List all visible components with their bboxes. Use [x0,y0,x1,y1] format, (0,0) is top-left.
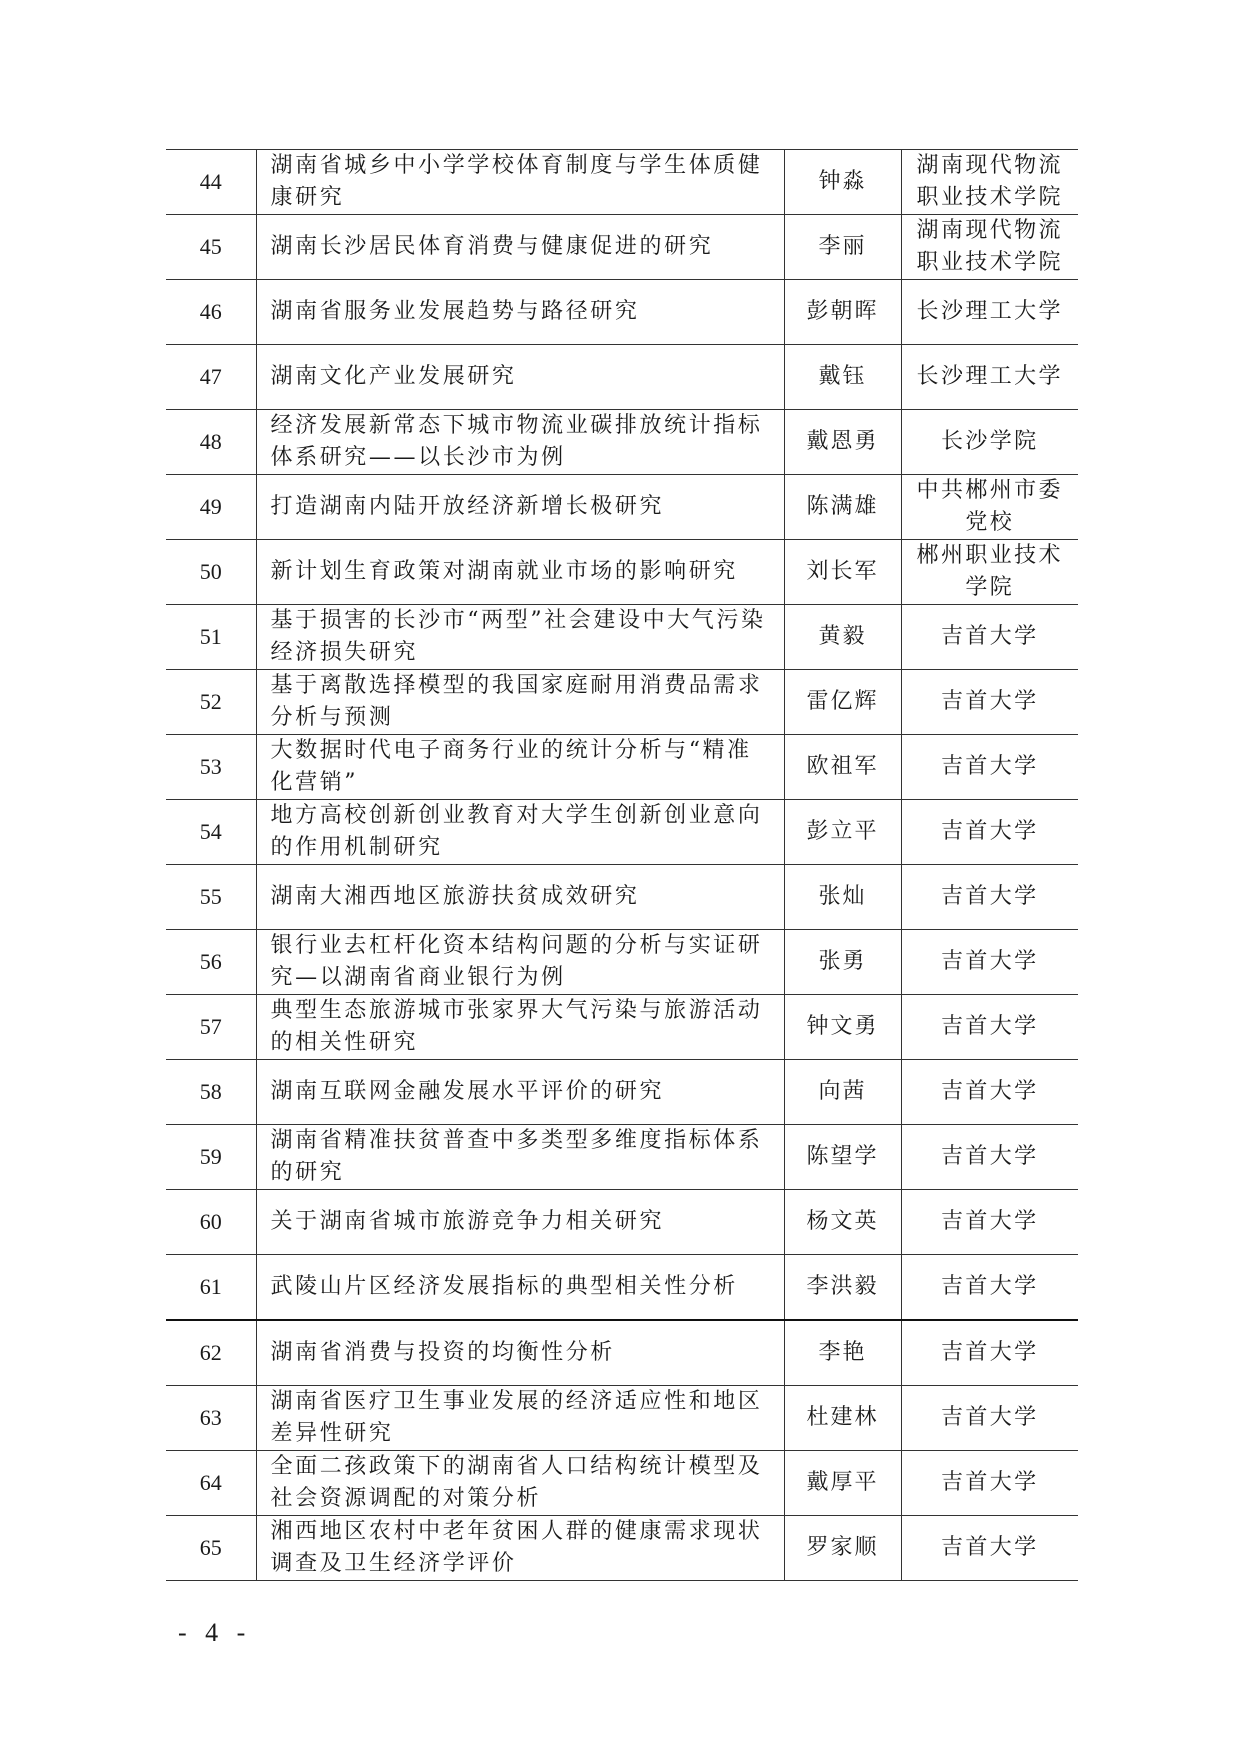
table-row [166,410,1078,475]
project-title: 经济发展新常态下城市物流业碳排放统计指标体系研究——以长沙市为例 [256,410,784,475]
project-leader: 黄毅 [784,605,901,670]
project-title: 基于离散选择模型的我国家庭耐用消费品需求分析与预测 [256,670,784,735]
project-leader: 戴恩勇 [784,410,901,475]
project-title: 湖南大湘西地区旅游扶贫成效研究 [256,865,784,930]
project-list-table [166,149,1078,1581]
table-row [166,1255,1078,1321]
row-number: 50 [166,540,256,605]
project-title: 银行业去杠杆化资本结构问题的分析与实证研究—以湖南省商业银行为例 [256,930,784,995]
project-title: 湖南长沙居民体育消费与健康促进的研究 [256,215,784,280]
row-number: 65 [166,1516,256,1581]
table-row [166,1386,1078,1451]
project-leader: 彭立平 [784,800,901,865]
table-row [166,865,1078,930]
institution: 吉首大学 [901,670,1078,735]
project-title: 武陵山片区经济发展指标的典型相关性分析 [256,1255,784,1321]
institution: 吉首大学 [901,1451,1078,1516]
row-number: 57 [166,995,256,1060]
institution: 吉首大学 [901,930,1078,995]
table-row [166,475,1078,540]
institution: 吉首大学 [901,1320,1078,1386]
institution: 吉首大学 [901,1516,1078,1581]
table-row [166,930,1078,995]
project-leader: 刘长军 [784,540,901,605]
project-leader: 李艳 [784,1320,901,1386]
table-row [166,280,1078,345]
table-row [166,150,1078,215]
project-leader: 雷亿辉 [784,670,901,735]
project-leader: 戴钰 [784,345,901,410]
institution: 吉首大学 [901,735,1078,800]
project-leader: 钟文勇 [784,995,901,1060]
project-leader: 彭朝晖 [784,280,901,345]
row-number: 49 [166,475,256,540]
table-row [166,1451,1078,1516]
project-title: 关于湖南省城市旅游竞争力相关研究 [256,1190,784,1255]
institution: 吉首大学 [901,1060,1078,1125]
institution: 吉首大学 [901,800,1078,865]
page-number: - 4 - [178,1618,252,1647]
project-title: 湖南省城乡中小学学校体育制度与学生体质健康研究 [256,150,784,215]
project-leader: 张勇 [784,930,901,995]
project-leader: 杜建林 [784,1386,901,1451]
project-leader: 杨文英 [784,1190,901,1255]
institution: 吉首大学 [901,1125,1078,1190]
project-title: 湖南省服务业发展趋势与路径研究 [256,280,784,345]
row-number: 46 [166,280,256,345]
institution: 吉首大学 [901,1190,1078,1255]
row-number: 59 [166,1125,256,1190]
table-row [166,995,1078,1060]
table-row [166,605,1078,670]
project-title: 全面二孩政策下的湖南省人口结构统计模型及社会资源调配的对策分析 [256,1451,784,1516]
institution: 湖南现代物流职业技术学院 [901,215,1078,280]
project-title: 基于损害的长沙市“两型”社会建设中大气污染经济损失研究 [256,605,784,670]
institution: 长沙理工大学 [901,280,1078,345]
project-title: 地方高校创新创业教育对大学生创新创业意向的作用机制研究 [256,800,784,865]
institution: 长沙学院 [901,410,1078,475]
row-number: 51 [166,605,256,670]
table-body [166,150,1078,1581]
row-number: 54 [166,800,256,865]
project-leader: 欧祖军 [784,735,901,800]
project-title: 新计划生育政策对湖南就业市场的影响研究 [256,540,784,605]
row-number: 56 [166,930,256,995]
project-leader: 陈满雄 [784,475,901,540]
row-number: 64 [166,1451,256,1516]
project-leader: 钟淼 [784,150,901,215]
institution: 吉首大学 [901,1255,1078,1321]
project-leader: 向茜 [784,1060,901,1125]
table-row [166,215,1078,280]
table-row [166,1125,1078,1190]
institution: 郴州职业技术学院 [901,540,1078,605]
project-leader: 戴厚平 [784,1451,901,1516]
table-row [166,345,1078,410]
project-title: 大数据时代电子商务行业的统计分析与“精准化营销” [256,735,784,800]
institution: 湖南现代物流职业技术学院 [901,150,1078,215]
row-number: 55 [166,865,256,930]
project-leader: 李丽 [784,215,901,280]
project-title: 湖南省消费与投资的均衡性分析 [256,1320,784,1386]
institution: 吉首大学 [901,605,1078,670]
table-row [166,1060,1078,1125]
project-title: 湖南文化产业发展研究 [256,345,784,410]
project-leader: 李洪毅 [784,1255,901,1321]
row-number: 60 [166,1190,256,1255]
institution: 长沙理工大学 [901,345,1078,410]
project-title: 湘西地区农村中老年贫困人群的健康需求现状调查及卫生经济学评价 [256,1516,784,1581]
row-number: 44 [166,150,256,215]
row-number: 63 [166,1386,256,1451]
project-leader: 罗家顺 [784,1516,901,1581]
institution: 中共郴州市委党校 [901,475,1078,540]
project-leader: 陈望学 [784,1125,901,1190]
row-number: 58 [166,1060,256,1125]
table-row [166,1190,1078,1255]
table-row [166,1320,1078,1386]
project-title: 典型生态旅游城市张家界大气污染与旅游活动的相关性研究 [256,995,784,1060]
row-number: 47 [166,345,256,410]
table-row [166,800,1078,865]
table-row [166,670,1078,735]
project-title: 湖南互联网金融发展水平评价的研究 [256,1060,784,1125]
project-title: 打造湖南内陆开放经济新增长极研究 [256,475,784,540]
project-leader: 张灿 [784,865,901,930]
table-row [166,735,1078,800]
row-number: 52 [166,670,256,735]
institution: 吉首大学 [901,1386,1078,1451]
institution: 吉首大学 [901,995,1078,1060]
row-number: 61 [166,1255,256,1321]
table-row [166,1516,1078,1581]
row-number: 53 [166,735,256,800]
row-number: 45 [166,215,256,280]
row-number: 48 [166,410,256,475]
project-title: 湖南省精准扶贫普查中多类型多维度指标体系的研究 [256,1125,784,1190]
project-title: 湖南省医疗卫生事业发展的经济适应性和地区差异性研究 [256,1386,784,1451]
row-number: 62 [166,1320,256,1386]
institution: 吉首大学 [901,865,1078,930]
table-row [166,540,1078,605]
